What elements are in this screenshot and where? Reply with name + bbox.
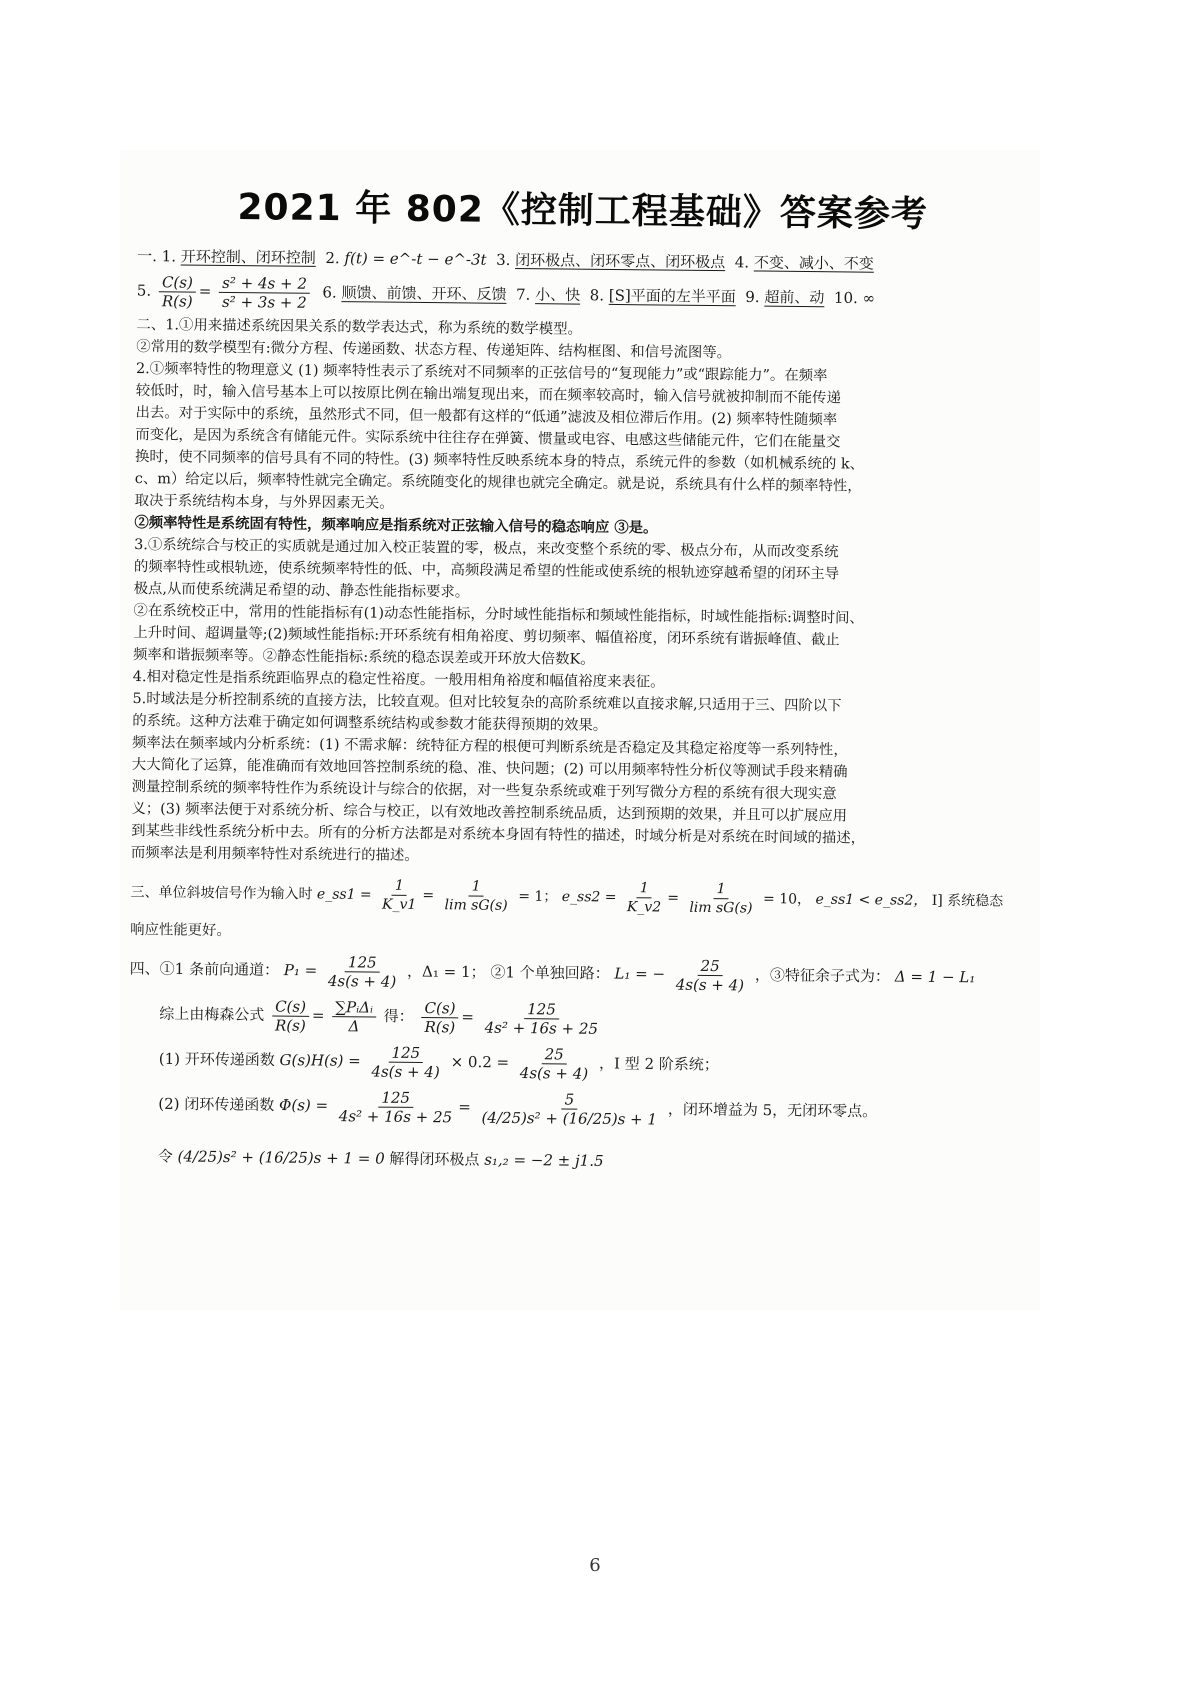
delta1: ，Δ₁ = 1； xyxy=(407,962,486,982)
open-loop-num2: 25 xyxy=(542,1045,567,1064)
tf-lhs xyxy=(421,999,458,1036)
poles-line xyxy=(128,1141,1018,1180)
q5-rhs-fraction xyxy=(219,274,310,312)
q5-lhs-den: R(s) xyxy=(161,292,193,311)
open-loop-mid: × 0.2 = xyxy=(450,1052,510,1072)
text-line: 的系统。这种方法难于确定如何调整系统结构或参数才能获得预期的效果。 xyxy=(132,712,608,734)
page-number: 6 xyxy=(589,1555,601,1576)
p1-fraction xyxy=(325,953,400,991)
text-line: 而频率法是利用频率特性对系统进行的描述。 xyxy=(130,844,419,864)
ess2-frac1-den: K_v2 xyxy=(626,899,662,916)
text-line: 而变化，是因为系统含有储能元件。实际系统中往往存在弹簧、惯量或电容、电感这些储能元件，它们在能量交 xyxy=(135,426,841,451)
q4-answer: 不变、减小、不变 xyxy=(753,253,874,273)
section-three xyxy=(130,874,1021,950)
ess2-frac1 xyxy=(624,879,665,916)
text-line: ②常用的数学模型有:微分方程、传递函数、状态方程、传递矩阵、结构框图、和信号流图等。 xyxy=(136,338,732,362)
text-line: 换时，使不同频率的信号具有不同的特性。(3) 频率特性反映系统本身的特点，系统元件的参数（如机械系统的 k、 xyxy=(134,448,865,473)
q5-label: 5. xyxy=(136,281,152,300)
closed-loop-frac2 xyxy=(478,1090,660,1129)
text-line: 的频率特性或根轨迹，使系统频率特性的低、中，高频段满足希望的性能或使系统的根轨迹穿越希望的闭环主导 xyxy=(133,558,840,583)
ess1-label: e_ss1 = xyxy=(316,886,372,903)
steady-state-error-line: 三、单位斜坡信号作为输入时 e_ss1 = $\frac{1}{K\_v1}$ = $\frac{1}{\text{lim sG(s)}}$ = 1； e_ss2 = $\frac{1}{K\_v2}$ = $\frac{1}{\text{lim sG(s)}}$ = 10， e_ss1 < e_ss2， I] 系统稳态 xyxy=(130,877,1004,917)
q5-rhs-num: s² + 4s + 2 xyxy=(219,274,310,294)
tf-rhs xyxy=(482,1000,602,1038)
closed-loop-frac1 xyxy=(336,1088,456,1126)
q3-label: 3. xyxy=(496,250,511,269)
l1-fraction xyxy=(673,957,748,995)
text-line: ②频率特性是系统固有特性，频率响应是指系统对正弦输入信号的稳态响应 ③是。 xyxy=(134,513,658,537)
closed-loop-num1: 125 xyxy=(378,1089,413,1108)
mason-lhs-den: R(s) xyxy=(274,1016,306,1035)
tf-lhs-num: C(s) xyxy=(422,999,459,1018)
open-loop-line xyxy=(129,1041,1019,1087)
text-line: 义；(3) 频率法便于对系统分析、综合与校正，以有效地改善控制系统品质，达到预期的效果，并且可以扩展应用 xyxy=(131,800,848,825)
mason-lhs-num: C(s) xyxy=(272,997,309,1016)
section-three-prefix: 三、单位斜坡信号作为输入时 xyxy=(130,884,313,903)
closed-loop-den1: 4s² + 16s + 25 xyxy=(338,1107,453,1127)
q2-formula: f(t) = e^-t − e^-3t xyxy=(344,249,487,269)
answers-line-2: 5. $\frac{C(s)}{R(s)}$ = $\frac{\text{s² + 4s + 2}}{\text{s² + 3s + 2}}$ 6. 顺馈、前馈、开环、反馈 7. 小、快 8. [S]平面的左半平面 9. 超前、动 10. ∞ xyxy=(136,273,876,312)
closed-loop-lhs: Φ(s) = xyxy=(279,1096,329,1115)
ess1-frac2-den: lim sG(s) xyxy=(444,897,508,914)
char-label: ，③特征余子式为： xyxy=(754,966,891,986)
ess2-frac2-den: lim sG(s) xyxy=(689,899,753,917)
l1-label: L₁ = − xyxy=(614,964,666,984)
ess1-frac1-den: K_v1 xyxy=(381,896,417,913)
open-loop-frac2 xyxy=(517,1045,592,1083)
q6-label: 6. xyxy=(322,283,337,302)
open-loop-num1: 125 xyxy=(388,1044,423,1063)
text-line: 极点,从而使系统满足希望的动、静态性能指标要求。 xyxy=(133,580,470,601)
poles-prefix: 令 xyxy=(157,1147,173,1166)
q6-answer: 顺馈、前馈、开环、反馈 xyxy=(341,283,507,304)
q9-label: 9. xyxy=(745,287,760,307)
loop-label: ②1 个单独回路： xyxy=(490,963,610,983)
mason-lhs xyxy=(272,997,309,1034)
tf-num: 125 xyxy=(524,1000,559,1019)
mason-prefix: 综上由梅森公式 xyxy=(159,1004,265,1024)
text-line: 二、1.①用来描述系统因果关系的数学表达式，称为系统的数学模型。 xyxy=(136,316,582,338)
closed-loop-num2: 5 xyxy=(562,1090,578,1109)
closed-loop-line: (2) 闭环传递函数 Φ(s) = $\frac{125}{\text{4s² + 16s + 25}}$ = $\frac{5}{\text{(4/25)s² + (16/25)s + 1}}$ ，闭环增益为 5，无闭环零点。 xyxy=(158,1088,878,1129)
closed-loop-den2: (4/25)s² + (16/25)s + 1 xyxy=(481,1108,658,1129)
p1-num: 125 xyxy=(345,953,380,972)
l1-den: 4s(s + 4) xyxy=(675,975,745,995)
ess1-result: = 1； xyxy=(518,888,558,905)
closed-loop-poles: s₁,₂ = −2 ± j1.5 xyxy=(484,1150,604,1170)
open-loop-prefix: (1) 开环传递函数 xyxy=(158,1049,275,1069)
page-content xyxy=(128,178,1028,1188)
ess2-result: = 10， xyxy=(762,891,812,908)
text-line: ②在系统校正中，常用的性能指标有(1)动态性能指标，分时域性能指标和频域性能指标，时域性能指标:调整时间、 xyxy=(133,602,864,627)
text-line: 较低时，时，输入信号基本上可以按原比例在输出端复现出来，而在频率较高时，输入信号就被抑制而不能传递 xyxy=(135,382,841,407)
text-line: 频率和谐振频率等。②静态性能指标:系统的稳态误差或开环放大倍数K。 xyxy=(132,646,595,668)
text-line: 频率法在频率域内分析系统：(1) 不需求解：统特征方程的根便可判断系统是否稳定及其稳定裕度等一系列特性， xyxy=(131,734,848,759)
char-formula: Δ = 1 − L₁ xyxy=(894,967,976,987)
q5-lhs-fraction xyxy=(159,273,196,310)
text-line: c、m）给定以后，频率特性就完全确定。系统随变化的规律也就完全确定。就是说，系统具有什么样的频率特性， xyxy=(134,470,862,495)
section-three-conclusion-b: 响应性能更好。 xyxy=(130,921,231,940)
text-line: 3.①系统综合与校正的实质就是通过加入校正装置的零，极点，来改变整个系统的零、极点分布，从而改变系统 xyxy=(134,536,839,561)
open-loop-lhs: G(s)H(s) = xyxy=(279,1051,361,1070)
ess1-frac2 xyxy=(441,877,511,915)
text-line: 上升时间、超调量等;(2)频域性能指标:开环系统有相角裕度、剪切频率、幅值裕度，闭环系统有谐振峰值、截止 xyxy=(133,624,840,649)
q8-answer: [S]平面的左半平面 xyxy=(608,286,736,306)
ess1-frac1 xyxy=(379,877,420,914)
q7-label: 7. xyxy=(515,285,531,304)
open-loop-note: ，I 型 2 阶系统； xyxy=(598,1054,719,1074)
ess1-frac1-num: 1 xyxy=(392,877,407,896)
mason-rhs-num: ∑PᵢΔᵢ xyxy=(332,998,376,1017)
q10-answer: ∞ xyxy=(862,289,876,308)
q1-answer: 开环控制、闭环控制 xyxy=(180,247,316,267)
mason-rhs xyxy=(332,998,376,1035)
ess2-frac2-num: 1 xyxy=(714,880,729,899)
mason-formula-line: 综上由梅森公式 $\frac{C(s)}{R(s)}$ = $\frac{\text{∑PᵢΔᵢ}}{\Delta}$ 得： $\frac{C(s)}{R(s)}$ = $\frac{125}{\text{4s² + 16s + 25}}$ xyxy=(129,996,1019,1042)
q8-label: 8. xyxy=(589,286,605,305)
char-equation: (4/25)s² + (16/25)s + 1 = 0 xyxy=(177,1147,385,1168)
tf-den: 4s² + 16s + 25 xyxy=(484,1018,599,1038)
q7-answer: 小、快 xyxy=(535,285,581,305)
open-loop-den1: 4s(s + 4) xyxy=(371,1062,440,1082)
q9-answer: 超前、动 xyxy=(764,288,825,307)
ess2-frac2 xyxy=(686,880,756,918)
section-four xyxy=(128,951,1020,1180)
mason-get: 得： xyxy=(383,1007,414,1026)
text-line: 到某些非线性系统分析中去。所有的分析方法都是对系统本身固有特性的描述，时域分析是对系统在时间域的描述， xyxy=(131,822,866,847)
l1-num: 25 xyxy=(697,957,722,976)
mason-paths-line xyxy=(130,951,1020,997)
open-loop-frac1 xyxy=(368,1043,443,1081)
p1-den: 4s(s + 4) xyxy=(327,972,397,991)
text-line: 出去。对于实际中的系统，虽然形式不同，但一般都有这样的“低通”滤波及相位滞后作用。(2) 频率特性随频率 xyxy=(135,404,838,429)
q1-label: 一. 1. xyxy=(137,246,177,266)
ess2-label: e_ss2 = xyxy=(561,888,617,906)
p1-label: P₁ = xyxy=(283,961,318,980)
closed-loop-prefix: (2) 闭环传递函数 xyxy=(158,1094,275,1114)
text-line: 测量控制系统的频率特性作为系统设计与综合的依据，对一些复杂系统或难于列写微分方程的系统有很大现实意 xyxy=(131,778,837,803)
text-line: 大大简化了运算，能准确而有效地回答控制系统的稳、准、快问题；(2) 可以用频率特性分析仪等测试手段来精确 xyxy=(131,756,848,781)
q4-label: 4. xyxy=(734,253,750,272)
q10-label: 10. xyxy=(833,288,858,308)
text-line: 4.相对稳定性是指系统距临界点的稳定性裕度。一般用相角裕度和幅值裕度来表征。 xyxy=(132,668,665,691)
open-loop-den2: 4s(s + 4) xyxy=(519,1064,589,1083)
q3-answer: 闭环极点、闭环零点、闭环极点 xyxy=(515,250,726,272)
mason-rhs-den: Δ xyxy=(348,1017,360,1036)
scanned-page xyxy=(120,150,1040,1310)
text-line: 5.时域法是分析控制系统的直接方法，比较直观。但对比较复杂的高阶系统难以直接求解,只适用于三、四阶以下 xyxy=(132,690,842,715)
section-two-text xyxy=(131,314,1027,873)
ess1-frac2-num: 1 xyxy=(469,878,484,897)
section-three-conclusion-a: I] 系统稳态 xyxy=(931,892,1004,910)
poles-suffix: 解得闭环极点 xyxy=(389,1149,480,1169)
q5-rhs-den: s² + 3s + 2 xyxy=(221,292,307,312)
ess-compare: e_ss1 < e_ss2， xyxy=(815,891,928,909)
page-title: 2021 年 802《控制工程基础》答案参考 xyxy=(237,187,929,236)
section-one-answers xyxy=(137,239,1028,319)
q5-lhs-num: C(s) xyxy=(159,273,196,292)
text-line: 取决于系统结构本身，与外界因素无关。 xyxy=(134,492,394,512)
text-line: 2.①频率特性的物理意义 (1) 频率特性表示了系统对不同频率的正弦信号的“复现能力”或“跟踪能力”。在频率 xyxy=(135,360,828,385)
q2-label: 2. xyxy=(325,248,340,268)
ess2-frac1-num: 1 xyxy=(637,879,652,898)
closed-loop-note: ，闭环增益为 5，无闭环零点。 xyxy=(667,1100,878,1121)
forward-path-label: 四、①1 条前向通道： xyxy=(129,959,280,980)
tf-lhs-den: R(s) xyxy=(424,1018,456,1037)
